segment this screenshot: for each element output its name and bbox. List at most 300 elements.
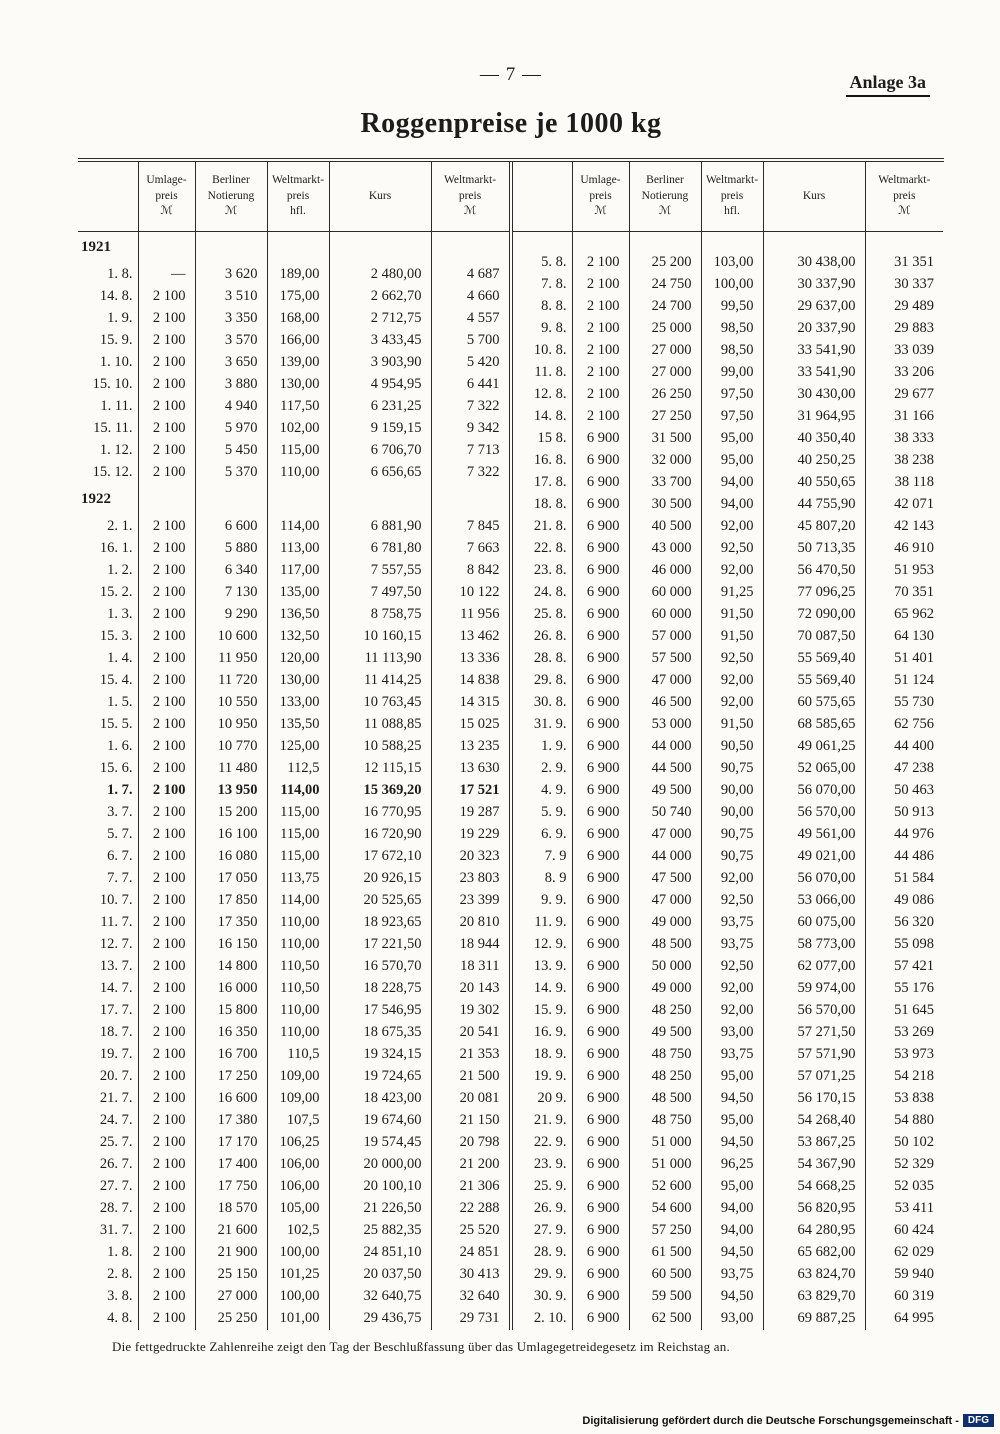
value-cell: 6 231,25	[329, 396, 431, 418]
price-row	[512, 252, 943, 274]
date-cell: 15. 10.	[92, 376, 133, 392]
value-cell: 15 200	[195, 802, 267, 824]
value-cell: 16 700	[195, 1044, 267, 1066]
value-cell: 6 900	[572, 428, 629, 450]
date-cell: 2. 8.	[107, 1266, 133, 1282]
value-cell: 29 489	[865, 296, 943, 318]
value-cell: 48 500	[629, 1088, 701, 1110]
value-cell: 94,50	[701, 1286, 763, 1308]
date-cell: 27. 9.	[533, 1222, 567, 1238]
value-cell: 6 900	[572, 868, 629, 890]
value-cell: 90,00	[701, 802, 763, 824]
value-cell: 93,75	[701, 1264, 763, 1286]
value-cell: 21 353	[431, 1044, 509, 1066]
value-cell: 16 770,95	[329, 802, 431, 824]
price-row	[78, 846, 509, 868]
date-cell: 7. 8.	[541, 276, 567, 292]
date-cell: 2. 1.	[107, 518, 133, 534]
value-cell: 46 910	[865, 538, 943, 560]
date-cell: 18. 7.	[99, 1024, 133, 1040]
value-cell: 64 995	[865, 1308, 943, 1330]
value-cell: 11 956	[431, 604, 509, 626]
value-cell: 60 075,00	[763, 912, 865, 934]
value-cell: 54 367,90	[763, 1154, 865, 1176]
value-cell: 48 250	[629, 1000, 701, 1022]
date-cell: 19. 7.	[99, 1046, 133, 1062]
value-cell: 51 401	[865, 648, 943, 670]
date-cell: 14. 7.	[99, 980, 133, 996]
value-cell: 93,00	[701, 1022, 763, 1044]
value-cell: 2 100	[572, 362, 629, 384]
value-cell: 2 100	[138, 1088, 195, 1110]
price-row	[78, 286, 509, 308]
value-cell: 29 637,00	[763, 296, 865, 318]
price-row	[512, 846, 943, 868]
value-cell: 33 206	[865, 362, 943, 384]
value-cell: 6 900	[572, 450, 629, 472]
annex-label: Anlage 3a	[846, 72, 931, 97]
value-cell: 95,00	[701, 1110, 763, 1132]
price-row	[78, 780, 509, 802]
value-cell: 50 913	[865, 802, 943, 824]
value-cell: 3 903,90	[329, 352, 431, 374]
date-cell: 28. 9.	[533, 1244, 567, 1260]
value-cell: 4 557	[431, 308, 509, 330]
price-row	[512, 472, 943, 494]
value-cell: 19 287	[431, 802, 509, 824]
date-cell: 14. 9.	[533, 980, 567, 996]
date-cell: 4. 8.	[107, 1310, 133, 1326]
value-cell: 6 900	[572, 934, 629, 956]
footnote: Die fettgedruckte Zahlenreihe zeigt den Tag der Beschlußfassung über das Umlagegetreidegesetz im Reichstag an.	[112, 1338, 730, 1354]
value-cell: 49 000	[629, 912, 701, 934]
value-cell: 16 100	[195, 824, 267, 846]
value-cell: 23 803	[431, 868, 509, 890]
date-cell: 22. 9.	[533, 1134, 567, 1150]
value-cell: 115,00	[267, 846, 329, 868]
value-cell: 31 500	[629, 428, 701, 450]
value-cell: 14 800	[195, 956, 267, 978]
date-cell: 3. 8.	[107, 1288, 133, 1304]
price-row	[512, 1066, 943, 1088]
value-cell: 2 100	[138, 802, 195, 824]
value-cell: 94,00	[701, 494, 763, 516]
value-cell: 2 100	[138, 1022, 195, 1044]
value-cell: 6 900	[572, 802, 629, 824]
value-cell: 95,00	[701, 1176, 763, 1198]
value-cell: 52 065,00	[763, 758, 865, 780]
value-cell: 20 081	[431, 1088, 509, 1110]
price-row	[78, 912, 509, 934]
value-cell: 10 763,45	[329, 692, 431, 714]
price-row	[78, 1044, 509, 1066]
date-cell: 26. 8.	[533, 628, 567, 644]
value-cell: 93,75	[701, 934, 763, 956]
value-cell: 26 250	[629, 384, 701, 406]
value-cell: 30 337	[865, 274, 943, 296]
date-cell: 1. 10.	[99, 354, 133, 370]
value-cell: 55 569,40	[763, 670, 865, 692]
value-cell: 50 000	[629, 956, 701, 978]
date-cell: 1. 8.	[107, 266, 133, 282]
value-cell: 30 500	[629, 494, 701, 516]
value-cell: 92,00	[701, 692, 763, 714]
value-cell: 38 238	[865, 450, 943, 472]
value-cell: 33 541,90	[763, 340, 865, 362]
column-header: Umlage- preis ℳ	[138, 162, 195, 232]
value-cell: 6 900	[572, 1242, 629, 1264]
value-cell: 6 656,65	[329, 462, 431, 484]
price-row	[78, 1000, 509, 1022]
header-row	[78, 162, 509, 232]
value-cell: 17 850	[195, 890, 267, 912]
value-cell: 57 250	[629, 1220, 701, 1242]
value-cell: 100,00	[267, 1286, 329, 1308]
value-cell: 10 950	[195, 714, 267, 736]
value-cell: 2 100	[138, 1264, 195, 1286]
value-cell: 2 100	[138, 1176, 195, 1198]
value-cell: 31 351	[865, 252, 943, 274]
value-cell: 94,50	[701, 1088, 763, 1110]
value-cell: 44 755,90	[763, 494, 865, 516]
value-cell: 4 954,95	[329, 374, 431, 396]
value-cell: 44 486	[865, 846, 943, 868]
value-cell: 50 713,35	[763, 538, 865, 560]
value-cell: 6 900	[572, 1066, 629, 1088]
value-cell: 91,50	[701, 714, 763, 736]
date-cell: 9. 9.	[541, 892, 567, 908]
value-cell: 19 324,15	[329, 1044, 431, 1066]
date-cell: 28. 8.	[533, 650, 567, 666]
value-cell: 2 100	[138, 462, 195, 484]
value-cell: 135,50	[267, 714, 329, 736]
price-row	[78, 956, 509, 978]
price-row	[512, 494, 943, 516]
value-cell: 90,75	[701, 846, 763, 868]
value-cell: 98,50	[701, 318, 763, 340]
value-cell: 56 570,00	[763, 1000, 865, 1022]
value-cell: 2 100	[138, 956, 195, 978]
value-cell: 60 000	[629, 582, 701, 604]
price-row	[512, 1132, 943, 1154]
date-cell: 17. 8.	[533, 474, 567, 490]
date-cell: 1. 9.	[107, 310, 133, 326]
value-cell: 42 071	[865, 494, 943, 516]
value-cell: 7 845	[431, 516, 509, 538]
value-cell: 189,00	[267, 264, 329, 286]
value-cell: 40 350,40	[763, 428, 865, 450]
value-cell: 49 086	[865, 890, 943, 912]
value-cell: 29 883	[865, 318, 943, 340]
value-cell: 24 700	[629, 296, 701, 318]
column-header: Umlage- preis ℳ	[572, 162, 629, 232]
value-cell: 50 102	[865, 1132, 943, 1154]
date-cell: 24. 7.	[99, 1112, 133, 1128]
value-cell: 25 150	[195, 1264, 267, 1286]
price-row	[78, 736, 509, 758]
date-cell: 15. 9.	[99, 332, 133, 348]
value-cell: 93,00	[701, 1308, 763, 1330]
value-cell: 6 881,90	[329, 516, 431, 538]
value-cell: 2 100	[138, 1154, 195, 1176]
value-cell: 2 100	[138, 440, 195, 462]
value-cell: 16 570,70	[329, 956, 431, 978]
value-cell: 56 320	[865, 912, 943, 934]
value-cell: 47 000	[629, 670, 701, 692]
price-row	[512, 670, 943, 692]
value-cell: 2 100	[572, 384, 629, 406]
value-cell: 14 315	[431, 692, 509, 714]
value-cell: 27 000	[629, 340, 701, 362]
value-cell: 6 900	[572, 538, 629, 560]
empty-cell	[572, 232, 629, 252]
value-cell: 19 674,60	[329, 1110, 431, 1132]
value-cell: 72 090,00	[763, 604, 865, 626]
value-cell: 27 000	[195, 1286, 267, 1308]
value-cell: 61 500	[629, 1242, 701, 1264]
value-cell: 2 100	[138, 1110, 195, 1132]
price-row	[512, 1110, 943, 1132]
value-cell: 54 600	[629, 1198, 701, 1220]
year-row	[78, 484, 509, 516]
value-cell: 6 900	[572, 1154, 629, 1176]
value-cell: 6 900	[572, 1264, 629, 1286]
value-cell: 100,00	[701, 274, 763, 296]
value-cell: 13 630	[431, 758, 509, 780]
date-cell: 21. 9.	[533, 1112, 567, 1128]
value-cell: 90,75	[701, 758, 763, 780]
value-cell: 6 900	[572, 1176, 629, 1198]
value-cell: 56 570,00	[763, 802, 865, 824]
value-cell: 21 600	[195, 1220, 267, 1242]
value-cell: 2 100	[138, 1066, 195, 1088]
value-cell: 51 000	[629, 1132, 701, 1154]
value-cell: 17 250	[195, 1066, 267, 1088]
value-cell: 16 000	[195, 978, 267, 1000]
column-header	[512, 162, 572, 232]
page-title: Roggenpreise je 1000 kg	[360, 108, 662, 139]
value-cell: 9 342	[431, 418, 509, 440]
value-cell: 92,00	[701, 978, 763, 1000]
date-cell: 11. 9.	[534, 914, 567, 930]
value-cell: 2 100	[138, 582, 195, 604]
value-cell: 6 900	[572, 1022, 629, 1044]
value-cell: 70 087,50	[763, 626, 865, 648]
date-cell: 9. 8.	[541, 320, 567, 336]
value-cell: 32 640,75	[329, 1286, 431, 1308]
value-cell: 44 000	[629, 846, 701, 868]
date-cell: 8. 9	[544, 870, 567, 886]
value-cell: 57 571,90	[763, 1044, 865, 1066]
value-cell: 2 100	[138, 1308, 195, 1330]
date-cell: 30. 8.	[533, 694, 567, 710]
date-cell: 8. 8.	[541, 298, 567, 314]
value-cell: 6 900	[572, 1286, 629, 1308]
date-cell: 5. 8.	[541, 254, 567, 270]
value-cell: 6 900	[572, 780, 629, 802]
date-cell: 29. 9.	[533, 1266, 567, 1282]
value-cell: 32 640	[431, 1286, 509, 1308]
value-cell: 2 100	[138, 670, 195, 692]
value-cell: 2 100	[138, 824, 195, 846]
table-panels	[78, 161, 944, 1330]
value-cell: 46 500	[629, 692, 701, 714]
date-cell: 13. 9.	[533, 958, 567, 974]
value-cell: 33 700	[629, 472, 701, 494]
value-cell: 6 900	[572, 758, 629, 780]
price-row	[78, 1088, 509, 1110]
date-cell: 11. 8.	[534, 364, 567, 380]
value-cell: 63 824,70	[763, 1264, 865, 1286]
value-cell: 51 584	[865, 868, 943, 890]
value-cell: 2 100	[138, 692, 195, 714]
value-cell: 57 071,25	[763, 1066, 865, 1088]
value-cell: 112,5	[267, 758, 329, 780]
value-cell: 17 750	[195, 1176, 267, 1198]
value-cell: 48 750	[629, 1110, 701, 1132]
value-cell: 49 561,00	[763, 824, 865, 846]
price-row	[512, 626, 943, 648]
value-cell: 5 370	[195, 462, 267, 484]
value-cell: 51 124	[865, 670, 943, 692]
value-cell: 2 100	[138, 560, 195, 582]
value-cell: 60 424	[865, 1220, 943, 1242]
value-cell: 53 269	[865, 1022, 943, 1044]
date-cell: 16. 8.	[533, 452, 567, 468]
date-cell: 15. 6.	[99, 760, 133, 776]
date-cell: 12. 7.	[99, 936, 133, 952]
value-cell: 2 100	[572, 296, 629, 318]
value-cell: 5 450	[195, 440, 267, 462]
date-cell: 16. 9.	[533, 1024, 567, 1040]
date-cell: 1. 11.	[100, 398, 133, 414]
date-cell: 28. 7.	[99, 1200, 133, 1216]
date-cell: 6. 9.	[541, 826, 567, 842]
value-cell: 95,00	[701, 428, 763, 450]
price-row	[78, 824, 509, 846]
value-cell: 48 250	[629, 1066, 701, 1088]
value-cell: 18 675,35	[329, 1022, 431, 1044]
value-cell: 22 288	[431, 1198, 509, 1220]
value-cell: 54 668,25	[763, 1176, 865, 1198]
value-cell: 98,50	[701, 340, 763, 362]
value-cell: 15 025	[431, 714, 509, 736]
price-table	[78, 158, 944, 1330]
value-cell: 43 000	[629, 538, 701, 560]
value-cell: 6 900	[572, 956, 629, 978]
date-cell: 15. 11.	[93, 420, 133, 436]
value-cell: 109,00	[267, 1088, 329, 1110]
empty-cell	[431, 232, 509, 264]
price-row	[512, 560, 943, 582]
price-row	[78, 538, 509, 560]
value-cell: 6 900	[572, 582, 629, 604]
date-cell: 1. 9.	[541, 738, 567, 754]
price-row	[512, 340, 943, 362]
value-cell: 13 336	[431, 648, 509, 670]
value-cell: 56 170,15	[763, 1088, 865, 1110]
value-cell: 24 750	[629, 274, 701, 296]
price-row	[512, 802, 943, 824]
value-cell: 139,00	[267, 352, 329, 374]
value-cell: 6 900	[572, 472, 629, 494]
price-row	[512, 714, 943, 736]
value-cell: 6 900	[572, 1308, 629, 1330]
value-cell: 53 411	[865, 1198, 943, 1220]
date-cell: 26. 9.	[533, 1200, 567, 1216]
price-row	[78, 352, 509, 374]
value-cell: 97,50	[701, 406, 763, 428]
value-cell: 4 687	[431, 264, 509, 286]
value-cell: 2 100	[572, 318, 629, 340]
empty-cell	[431, 484, 509, 516]
date-cell: 1. 2.	[107, 562, 133, 578]
price-row	[512, 582, 943, 604]
value-cell: 59 940	[865, 1264, 943, 1286]
value-cell: 58 773,00	[763, 934, 865, 956]
table-left-panel	[78, 162, 510, 1330]
value-cell: 7 497,50	[329, 582, 431, 604]
value-cell: 92,00	[701, 516, 763, 538]
value-cell: 93,75	[701, 1044, 763, 1066]
credit-text: Digitalisierung gefördert durch die Deutsche Forschungsgemeinschaft -	[582, 1414, 959, 1427]
value-cell: 10 600	[195, 626, 267, 648]
value-cell: 57 500	[629, 648, 701, 670]
date-cell: 21. 7.	[99, 1090, 133, 1106]
price-row	[512, 406, 943, 428]
header-row	[512, 162, 943, 232]
empty-cell	[865, 232, 943, 252]
value-cell: 59 500	[629, 1286, 701, 1308]
date-cell: 19. 9.	[533, 1068, 567, 1084]
value-cell: 3 350	[195, 308, 267, 330]
empty-cell	[701, 232, 763, 252]
value-cell: 3 620	[195, 264, 267, 286]
column-header: Weltmarkt- preis hfl.	[267, 162, 329, 232]
value-cell: 90,75	[701, 824, 763, 846]
date-cell: 15. 12.	[92, 464, 133, 480]
price-row	[512, 1264, 943, 1286]
date-cell: 25. 8.	[533, 606, 567, 622]
value-cell: 3 570	[195, 330, 267, 352]
value-cell: 13 235	[431, 736, 509, 758]
value-cell: 101,25	[267, 1264, 329, 1286]
value-cell: 10 588,25	[329, 736, 431, 758]
price-row	[78, 934, 509, 956]
date-cell: 2. 10.	[533, 1310, 567, 1326]
value-cell: 9 290	[195, 604, 267, 626]
value-cell: 40 550,65	[763, 472, 865, 494]
column-header: Kurs	[329, 162, 431, 232]
value-cell: 2 100	[138, 1044, 195, 1066]
price-row	[512, 1176, 943, 1198]
value-cell: 49 000	[629, 978, 701, 1000]
value-cell: 6 900	[572, 824, 629, 846]
price-row	[78, 978, 509, 1000]
value-cell: 2 100	[138, 538, 195, 560]
value-cell: 55 569,40	[763, 648, 865, 670]
value-cell: 2 100	[138, 330, 195, 352]
price-row	[78, 516, 509, 538]
value-cell: 20 323	[431, 846, 509, 868]
price-row	[512, 824, 943, 846]
price-row	[78, 396, 509, 418]
value-cell: 50 740	[629, 802, 701, 824]
value-cell: 21 200	[431, 1154, 509, 1176]
value-cell: 8 842	[431, 560, 509, 582]
value-cell: 6 441	[431, 374, 509, 396]
value-cell: 62 077,00	[763, 956, 865, 978]
